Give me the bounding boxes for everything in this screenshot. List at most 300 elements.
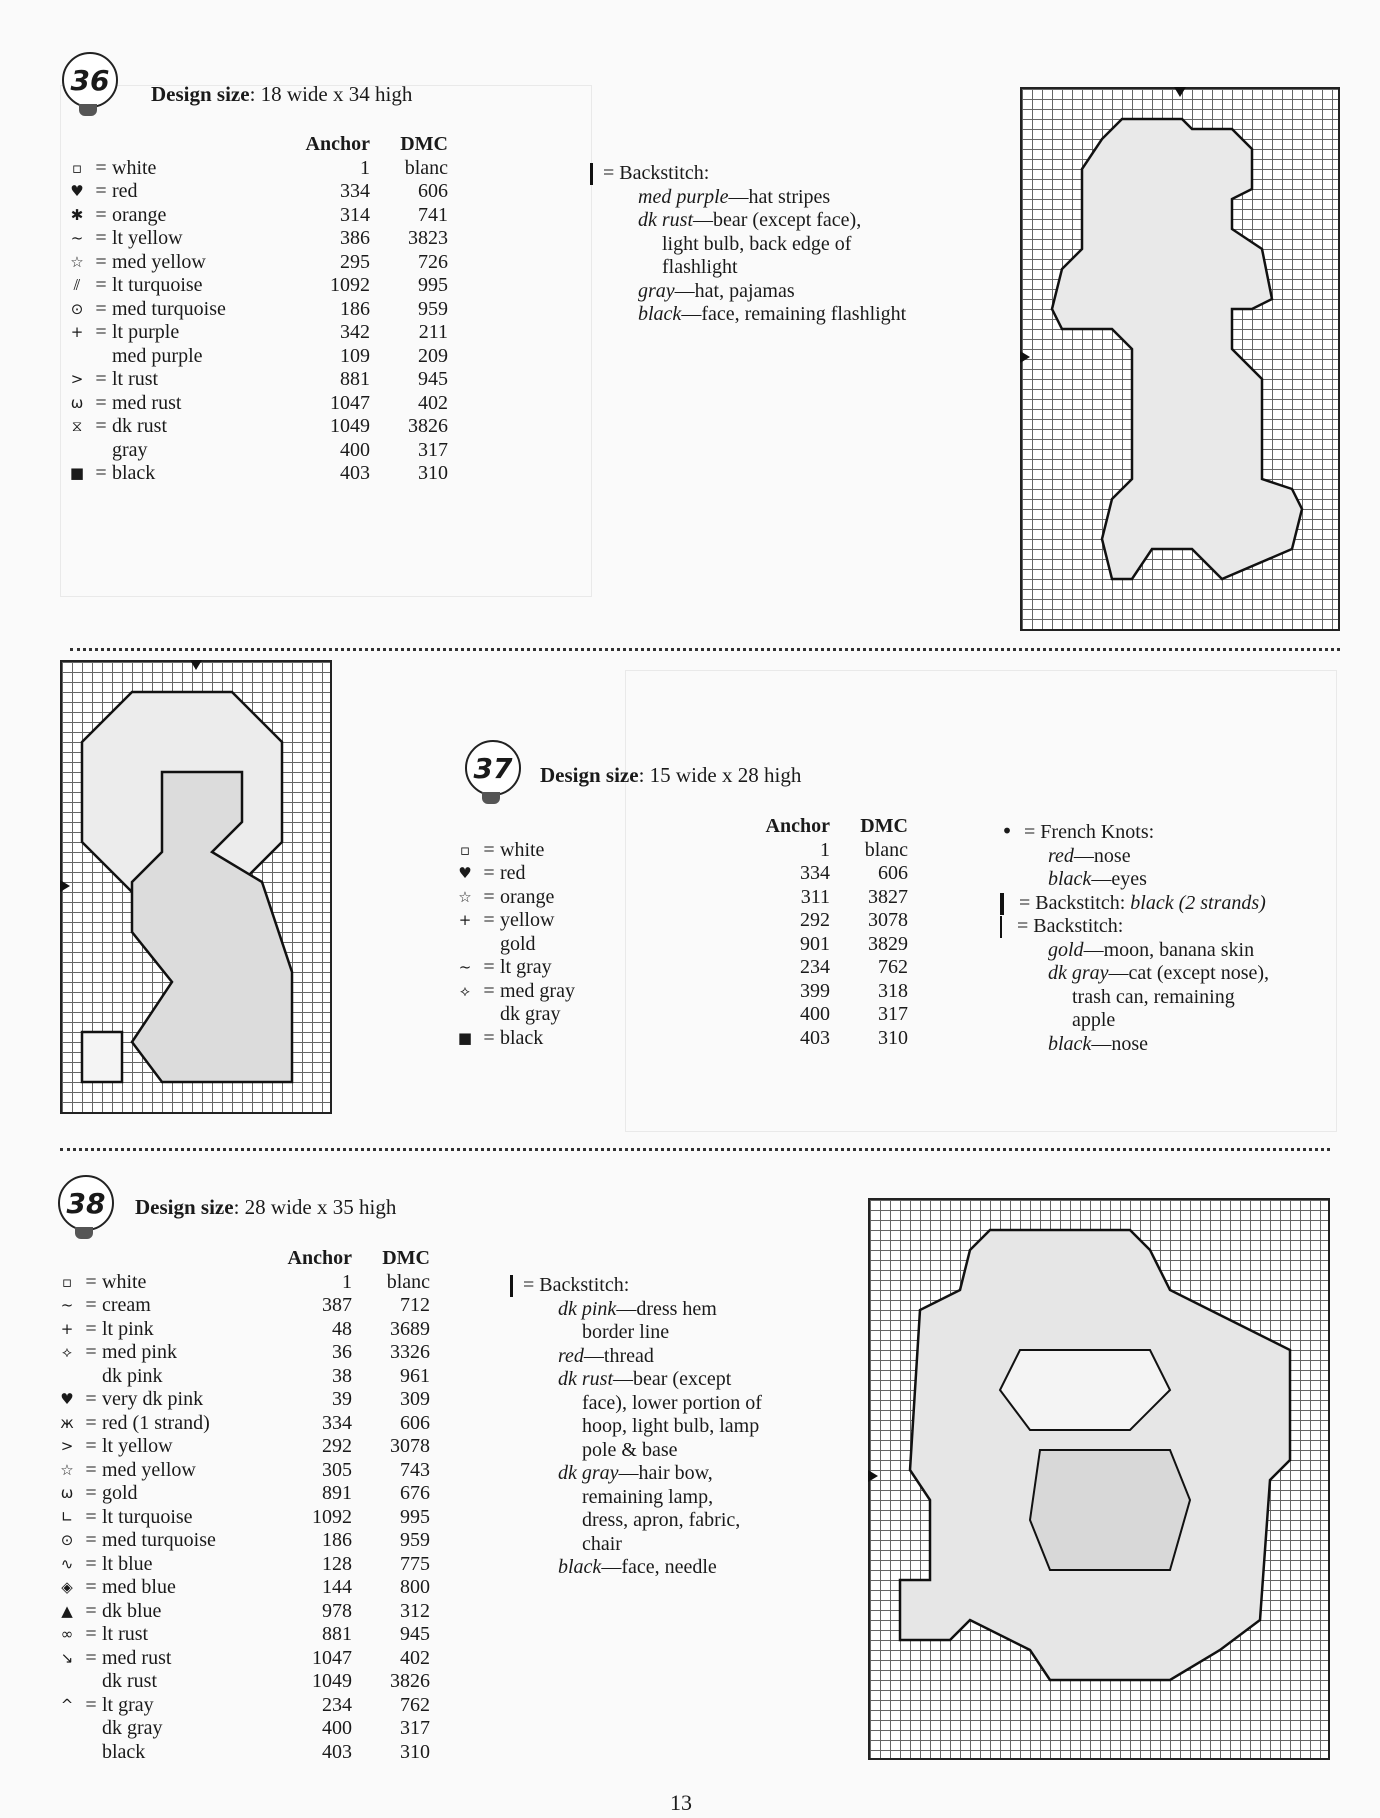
anchor-number: 386 [340, 227, 370, 249]
color-name: white [500, 838, 545, 861]
note-text: —hair bow, [618, 1462, 713, 1484]
dmc-number: 310 [400, 1740, 430, 1763]
thread-color: black [1048, 868, 1092, 890]
note-text: —hat stripes [728, 185, 831, 208]
dmc-number: 3823 [408, 227, 448, 249]
dmc-number: 961 [400, 1364, 430, 1387]
note-line [638, 209, 906, 233]
note-text: chair [582, 1532, 622, 1555]
thread-color: med purple [638, 185, 729, 208]
anchor-number: 399 [800, 979, 830, 1002]
key-row [64, 298, 448, 322]
thread-color: dk pink [558, 1297, 617, 1320]
dmc-number: 606 [400, 1411, 430, 1434]
anchor-number: 387 [322, 1294, 352, 1316]
backstitch-bar-icon [1000, 916, 1002, 938]
anchor-number: 314 [340, 203, 370, 226]
dmc-number: 676 [400, 1482, 430, 1504]
dmc-number: blanc [386, 1270, 430, 1293]
thread-color: red [558, 1344, 584, 1367]
anchor-number: 1 [342, 1270, 352, 1293]
anchor-number: 305 [322, 1458, 352, 1481]
equals-sign: = [483, 838, 495, 861]
symbol-icon: ⫽ [73, 276, 81, 294]
bulb-base [482, 792, 500, 804]
symbol-icon: ∿ [60, 1554, 74, 1573]
chart-37 [60, 660, 332, 1114]
symbol-icon: > [60, 1437, 74, 1455]
dmc-number: 606 [878, 862, 908, 884]
note-text: hoop, light bulb, lamp [582, 1415, 760, 1437]
symbol-icon: + [458, 911, 472, 929]
thread-color: black [638, 303, 682, 325]
equals-sign: = [85, 1576, 97, 1598]
backstitch-bold-bar-icon [1000, 893, 1004, 915]
anchor-number: 400 [800, 1003, 830, 1025]
note-line [558, 1321, 762, 1345]
dmc-number: 3829 [868, 932, 908, 955]
page-number: 13 [670, 1790, 692, 1815]
anchor-number: 403 [800, 1026, 830, 1049]
symbol-icon: > [70, 370, 84, 388]
key-row [54, 1435, 430, 1459]
note-line [1048, 1033, 1269, 1057]
anchor-number: 38 [332, 1364, 352, 1387]
color-name: dk gray [500, 1003, 561, 1025]
key-row [54, 1294, 430, 1318]
symbol-icon: ♥ [70, 182, 84, 200]
note-text: —bear (except [613, 1368, 732, 1390]
key-row [64, 392, 448, 416]
thread-color: dk gray [1048, 962, 1109, 984]
anchor-number: 234 [800, 956, 830, 978]
note-text: light bulb, back edge of [662, 232, 852, 255]
key-row [452, 1003, 908, 1027]
key-header [54, 1247, 430, 1271]
key-row [64, 227, 448, 251]
anchor-number: 334 [322, 1411, 352, 1434]
key-row [64, 180, 448, 204]
note-text: —moon, banana skin [1083, 938, 1255, 961]
anchor-number: 881 [322, 1623, 352, 1645]
key-row [54, 1576, 430, 1600]
thread-color: gray [638, 279, 675, 302]
equals-sign: = [483, 956, 495, 978]
dmc-number: 317 [878, 1003, 908, 1025]
note-line [558, 1509, 762, 1533]
bear-motif [1022, 89, 1338, 629]
design-size: Design size: 28 wide x 35 high [135, 1195, 397, 1219]
symbol-icon: ∞ [60, 1625, 74, 1643]
equals-sign: = [85, 1482, 97, 1504]
symbol-icon: ~ [60, 1296, 74, 1314]
dmc-number: 309 [400, 1388, 430, 1410]
color-name: dk rust [112, 415, 167, 437]
anchor-number: 1049 [312, 1670, 352, 1692]
color-name: black [102, 1740, 146, 1763]
symbol-icon: ⊙ [60, 1531, 74, 1549]
color-key-37 [452, 815, 908, 1050]
symbol-icon: ⟡ [460, 981, 470, 1000]
anchor-number: 1 [360, 156, 370, 179]
color-name: lt turquoise [102, 1505, 193, 1528]
color-name: cream [102, 1294, 151, 1316]
dmc-number: 741 [418, 203, 448, 226]
symbol-icon: ✱ [70, 205, 84, 224]
key-row [54, 1647, 430, 1671]
anchor-number: 292 [800, 909, 830, 931]
color-name: yellow [500, 909, 555, 931]
color-name: gold [500, 932, 536, 955]
dmc-number: 3078 [390, 1435, 430, 1457]
dmc-number: 945 [418, 368, 448, 390]
dmc-number: 3826 [390, 1670, 430, 1692]
note-text: flashlight [662, 256, 738, 278]
color-name: med yellow [102, 1458, 196, 1481]
lightbulb-icon [465, 740, 521, 796]
equals-sign: = [85, 1599, 97, 1622]
note-line [1048, 986, 1269, 1010]
equals-sign: = [85, 1693, 97, 1716]
note-line [558, 1392, 762, 1416]
color-key-36 [64, 133, 448, 486]
note-line [558, 1462, 762, 1486]
note-text: face), lower portion of [582, 1391, 762, 1414]
note-line [558, 1368, 762, 1392]
design-number: 37 [473, 751, 513, 785]
equals-sign: = [85, 1529, 97, 1551]
symbol-icon: ▫ [61, 1272, 73, 1291]
symbol-icon: ♥ [458, 864, 472, 882]
symbol-icon: ⟡ [62, 1343, 72, 1361]
color-name: lt rust [112, 368, 159, 390]
dmc-number: 3826 [408, 415, 448, 437]
note-line [1048, 962, 1269, 986]
dmc-number: 995 [400, 1505, 430, 1528]
note-line [638, 303, 906, 327]
color-name: med yellow [112, 250, 206, 273]
key-row [64, 345, 448, 369]
anchor-number: 403 [340, 462, 370, 484]
anchor-number: 334 [340, 180, 370, 202]
equals-sign: = [85, 1270, 97, 1293]
symbol-icon: ⊙ [70, 299, 84, 318]
note-line [638, 256, 906, 280]
note-text: dress, apron, fabric, [582, 1509, 741, 1531]
dmc-number: 762 [400, 1693, 430, 1716]
thread-color: dk gray [558, 1462, 619, 1484]
color-name: lt yellow [102, 1435, 173, 1457]
key-row [54, 1553, 430, 1577]
dmc-number: 3827 [868, 885, 908, 908]
key-row [54, 1670, 430, 1694]
note-text: pole & base [582, 1438, 678, 1461]
note-line [1048, 845, 1269, 869]
anchor-number: 881 [340, 368, 370, 390]
symbol-icon: ^ [60, 1695, 74, 1714]
key-row [452, 886, 908, 910]
anchor-number: 1049 [330, 415, 370, 437]
anchor-number: 1092 [330, 274, 370, 296]
symbol-icon: ☆ [458, 887, 472, 906]
key-row [54, 1506, 430, 1530]
note-line [638, 186, 906, 210]
french-knot-icon: • [1001, 819, 1013, 843]
lightbulb-icon [62, 52, 118, 108]
key-row [452, 1027, 908, 1051]
note-text: —face, remaining flashlight [681, 303, 907, 325]
dmc-number: 726 [418, 250, 448, 273]
section-divider [60, 1148, 1330, 1151]
french-knots-heading: = French Knots: [1024, 821, 1155, 843]
color-name: med turquoise [112, 297, 226, 320]
symbol-icon: ☆ [60, 1460, 74, 1479]
design-38-icon [58, 1175, 114, 1231]
backstitch-heading: = Backstitch: [603, 162, 710, 184]
backstitch-heading: = Backstitch: [1017, 915, 1124, 937]
design-36-icon [62, 52, 118, 108]
equals-sign: = [95, 368, 107, 390]
key-row [54, 1694, 430, 1718]
key-row [54, 1529, 430, 1553]
note-text: —eyes [1091, 868, 1147, 890]
note-text: border line [582, 1321, 670, 1343]
color-name: gray [112, 438, 148, 461]
key-row [54, 1388, 430, 1412]
note-text: —bear (except face), [693, 209, 862, 231]
anchor-number: 39 [332, 1388, 352, 1410]
backstitch-notes-38 [510, 1274, 762, 1580]
color-name: dk rust [102, 1670, 157, 1692]
color-name: lt gray [500, 956, 552, 978]
symbol-icon: ☆ [70, 252, 84, 271]
equals-sign: = [95, 462, 107, 484]
note-line [558, 1415, 762, 1439]
key-row [54, 1623, 430, 1647]
dmc-number: 743 [400, 1458, 430, 1481]
color-name: orange [500, 885, 555, 908]
dmc-number: 312 [400, 1599, 430, 1622]
design-size: Design size: 15 wide x 28 high [540, 763, 802, 787]
symbol-icon: ~ [70, 229, 84, 247]
equals-sign: = [95, 156, 107, 179]
key-row [452, 980, 908, 1004]
note-text: —nose [1073, 844, 1131, 867]
anchor-number: 186 [322, 1529, 352, 1551]
anchor-number: 978 [322, 1599, 352, 1622]
equals-sign: = [483, 862, 495, 884]
color-name: med rust [102, 1646, 172, 1669]
color-name: red [500, 862, 526, 884]
dmc-header: DMC [860, 815, 908, 837]
symbol-icon: ■ [69, 464, 85, 482]
equals-sign: = [95, 274, 107, 296]
dmc-number: 606 [418, 180, 448, 202]
key-row [64, 368, 448, 392]
key-row [64, 439, 448, 463]
equals-sign: = [85, 1552, 97, 1575]
dmc-number: 317 [400, 1717, 430, 1739]
color-name: lt blue [102, 1552, 153, 1575]
dmc-header: DMC [382, 1247, 430, 1269]
anchor-number: 1092 [312, 1505, 352, 1528]
key-row [54, 1741, 430, 1765]
color-name: black [112, 462, 156, 484]
note-line [558, 1439, 762, 1463]
dmc-number: 775 [400, 1552, 430, 1575]
color-name: med gray [500, 979, 575, 1002]
color-name: red (1 strand) [102, 1411, 210, 1434]
color-name: lt gray [102, 1693, 154, 1716]
dmc-number: 211 [418, 321, 448, 343]
key-row [64, 321, 448, 345]
color-name: dk blue [102, 1599, 162, 1622]
equals-sign: = [85, 1435, 97, 1457]
thread-color: black [558, 1556, 602, 1578]
note-text: —hat, pajamas [674, 279, 795, 302]
anchor-number: 901 [800, 932, 830, 955]
dmc-header: DMC [400, 133, 448, 155]
backstitch-bar-icon [510, 1275, 513, 1297]
equals-sign: = [483, 1026, 495, 1049]
backstitch-bar-icon [590, 163, 593, 185]
equals-sign: = [483, 909, 495, 931]
design-number: 36 [70, 63, 110, 97]
anchor-number: 311 [800, 885, 830, 908]
dmc-number: 318 [878, 979, 908, 1002]
symbol-icon: ■ [457, 1028, 473, 1047]
dmc-number: 3078 [868, 909, 908, 931]
anchor-number: 48 [332, 1317, 352, 1340]
bulb-base [79, 104, 97, 116]
thread-color: gold [1048, 938, 1084, 961]
color-name: gold [102, 1482, 138, 1504]
key-row [54, 1341, 430, 1365]
bulb-base [75, 1227, 93, 1239]
dmc-number: 3689 [390, 1317, 430, 1340]
equals-sign: = [95, 415, 107, 437]
symbol-icon: ω [60, 1484, 74, 1502]
anchor-number: 403 [322, 1740, 352, 1763]
thread-color: dk rust [638, 209, 693, 231]
note-line [638, 233, 906, 257]
backstitch-2-strand-label: = Backstitch: [1019, 891, 1131, 914]
color-name: black [500, 1026, 544, 1049]
chart-38 [868, 1198, 1330, 1760]
note-text: —cat (except nose), [1108, 962, 1270, 984]
key-row [54, 1412, 430, 1436]
anchor-number: 144 [322, 1576, 352, 1598]
dmc-number: 209 [418, 344, 448, 367]
dmc-number: 762 [878, 956, 908, 978]
equals-sign: = [85, 1388, 97, 1410]
color-name: lt turquoise [112, 274, 203, 296]
equals-sign: = [483, 885, 495, 908]
equals-sign: = [85, 1317, 97, 1340]
key-row [64, 157, 448, 181]
key-row [64, 415, 448, 439]
note-text: —face, needle [601, 1556, 717, 1578]
equals-sign: = [95, 227, 107, 249]
key-row [64, 462, 448, 486]
anchor-number: 1047 [312, 1646, 352, 1669]
color-key-38 [54, 1247, 430, 1764]
note-line [1048, 868, 1269, 892]
dmc-number: 800 [400, 1576, 430, 1598]
anchor-number: 1047 [330, 391, 370, 414]
equals-sign: = [95, 180, 107, 202]
symbol-icon: ▫ [71, 158, 83, 177]
anchor-header: Anchor [765, 815, 830, 837]
key-row [54, 1717, 430, 1741]
key-row [64, 274, 448, 298]
color-name: dk gray [102, 1717, 163, 1739]
note-text: —nose [1091, 1032, 1148, 1055]
dmc-number: 712 [400, 1294, 430, 1316]
symbol-icon: ∟ [60, 1507, 74, 1526]
section-divider [70, 648, 1340, 651]
key-row [54, 1482, 430, 1506]
anchor-header: Anchor [305, 133, 370, 155]
equals-sign: = [85, 1341, 97, 1363]
anchor-number: 292 [322, 1435, 352, 1457]
symbol-icon: ⧖ [71, 417, 83, 435]
symbol-icon: ▲ [61, 1601, 73, 1620]
sewing-girl-bear-motif [870, 1200, 1328, 1758]
color-name: white [112, 156, 157, 179]
key-row [452, 909, 908, 933]
symbol-icon: ♥ [60, 1390, 74, 1408]
dmc-number: 959 [418, 297, 448, 320]
key-row [452, 839, 908, 863]
anchor-number: 186 [340, 297, 370, 320]
anchor-number: 109 [340, 344, 370, 367]
color-name: med turquoise [102, 1529, 216, 1551]
backstitch-heading: = Backstitch: [523, 1274, 630, 1296]
color-name: med purple [112, 344, 203, 367]
equals-sign: = [95, 297, 107, 320]
key-row [64, 251, 448, 275]
symbol-icon: ω [70, 393, 84, 412]
color-name: lt rust [102, 1623, 149, 1645]
equals-sign: = [85, 1505, 97, 1528]
dmc-number: 3326 [390, 1341, 430, 1363]
note-line [1048, 939, 1269, 963]
equals-sign: = [95, 203, 107, 226]
note-line [558, 1533, 762, 1557]
key-row [54, 1365, 430, 1389]
symbol-icon: + [70, 323, 84, 341]
note-text: apple [1072, 1009, 1116, 1031]
dmc-number: blanc [404, 156, 448, 179]
key-row [452, 862, 908, 886]
note-text: trash can, remaining [1072, 985, 1235, 1008]
backstitch-2-strand-color: black (2 strands) [1130, 891, 1266, 914]
key-row [452, 956, 908, 980]
dmc-number: 945 [400, 1623, 430, 1645]
key-header [64, 133, 448, 157]
anchor-number: 334 [800, 862, 830, 884]
anchor-number: 36 [332, 1341, 352, 1363]
equals-sign: = [483, 979, 495, 1002]
dmc-number: 310 [878, 1026, 908, 1049]
key-row [54, 1600, 430, 1624]
backstitch-notes-36 [590, 162, 906, 327]
symbol-icon: ж [60, 1413, 74, 1432]
note-line [638, 280, 906, 304]
equals-sign: = [85, 1411, 97, 1434]
color-name: orange [112, 203, 167, 226]
